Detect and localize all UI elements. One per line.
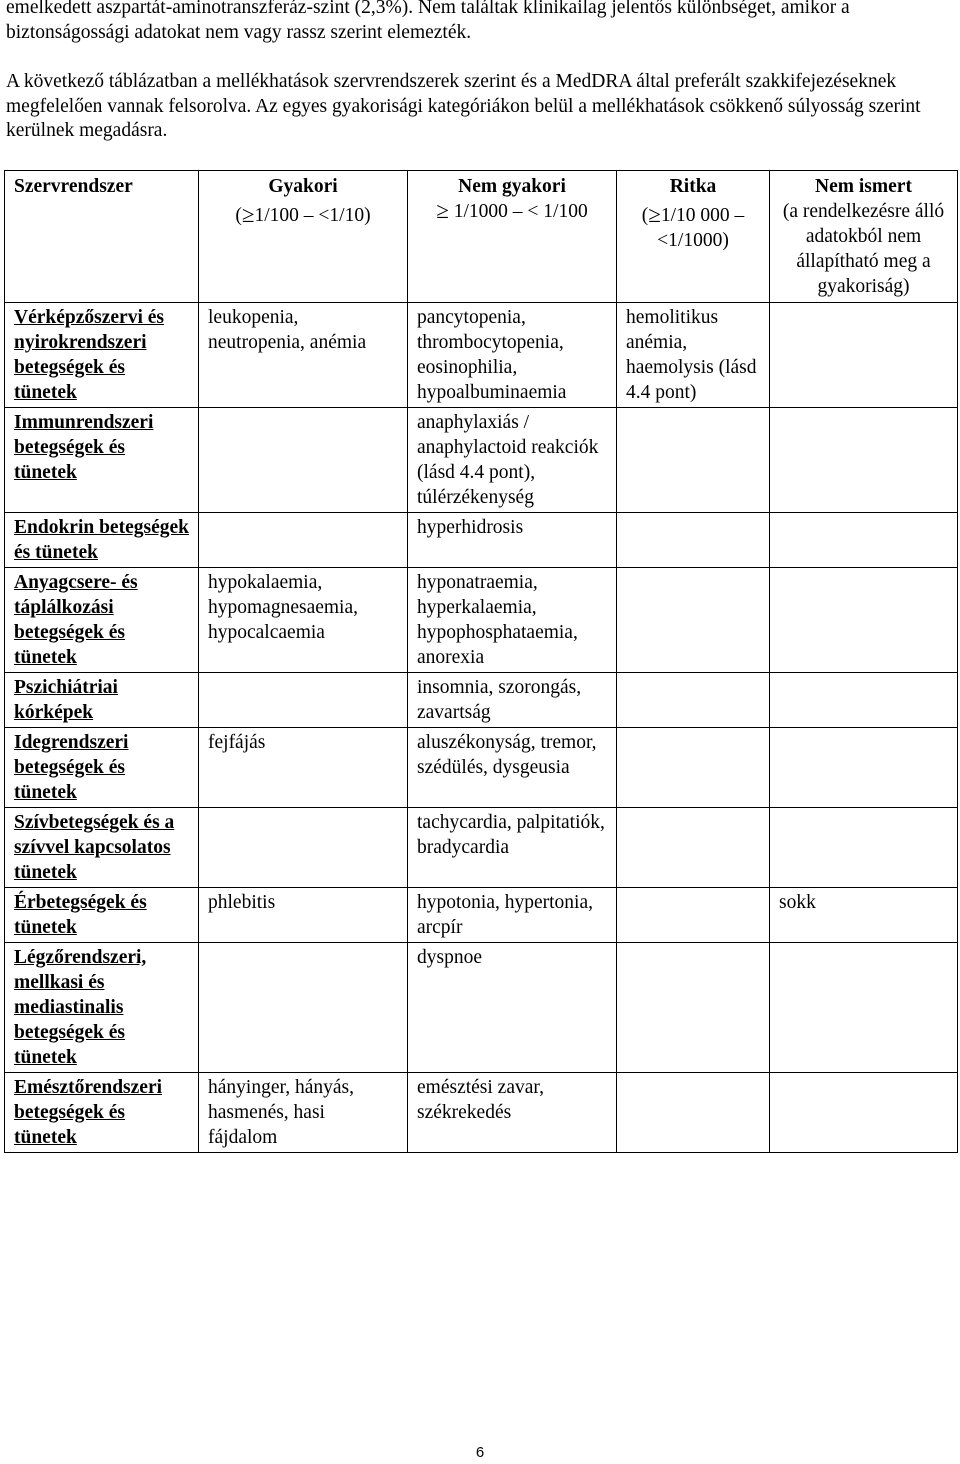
table-row [5, 568, 958, 673]
uncommon-cell: hyponatraemia, hyperkalaemia, hypophosphataemia, anorexia [408, 568, 617, 673]
table-row [5, 673, 958, 728]
rare-cell [617, 408, 770, 513]
common-cell [199, 408, 408, 513]
rare-cell [617, 808, 770, 888]
gte-symbol: ≥ [241, 202, 255, 227]
uncommon-cell: tachycardia, palpitatiók, bradycardia [408, 808, 617, 888]
uncommon-cell: insomnia, szorongás, zavartság [408, 673, 617, 728]
unknown-cell [770, 943, 958, 1073]
header-uncommon-range: ≥ 1/1000 – < 1/100 [436, 198, 588, 223]
uncommon-cell: dyspnoe [408, 943, 617, 1073]
unknown-cell: sokk [770, 888, 958, 943]
uncommon-cell: hyperhidrosis [408, 513, 617, 568]
system-cell: Vérképzőszervi és nyirokrendszeri betegségek és tünetek [5, 303, 199, 408]
unknown-cell [770, 513, 958, 568]
table-row [5, 808, 958, 888]
header-uncommon [408, 171, 617, 303]
common-cell: hypokalaemia, hypomagnesaemia, hypocalcaemia [199, 568, 408, 673]
rare-cell [617, 888, 770, 943]
table-row [5, 888, 958, 943]
common-cell: leukopenia, neutropenia, anémia [199, 303, 408, 408]
header-common [199, 171, 408, 303]
unknown-cell [770, 568, 958, 673]
uncommon-cell: emésztési zavar, székrekedés [408, 1073, 617, 1153]
common-cell [199, 808, 408, 888]
common-cell: hányinger, hányás, hasmenés, hasi fájdalom [199, 1073, 408, 1153]
system-cell: Pszichiátriai kórképek [5, 673, 199, 728]
common-cell: phlebitis [199, 888, 408, 943]
header-uncommon-title: Nem gyakori [458, 176, 566, 197]
page-number: 6 [475, 1444, 485, 1461]
common-cell: fejfájás [199, 728, 408, 808]
intro-paragraph-1: emelkedett aszpartát-aminotranszferáz-szint (2,3%). Nem találtak klinikailag jelentős különbséget, amikor a biztonságossági adatokat nem vagy rassz szerint elemezték. [6, 0, 850, 43]
unknown-cell [770, 303, 958, 408]
gte-symbol: ≥ [648, 202, 661, 227]
header-unknown-title: Nem ismert [815, 176, 912, 197]
rare-cell [617, 673, 770, 728]
intro-paragraph-2: A következő táblázatban a mellékhatások szervrendszerek szerint és a MedDRA által preferált szakkifejezéseknek megfelelően vannak felsorolva. Az egyes gyakorisági kategóriákon belül a mellékhatások csökkenő súlyosság szerint kerülnek megadásra. [6, 71, 921, 141]
unknown-cell [770, 408, 958, 513]
header-system: Szervrendszer [5, 171, 199, 303]
unknown-cell [770, 673, 958, 728]
uncommon-cell: pancytopenia, thrombocytopenia, eosinophilia, hypoalbuminaemia [408, 303, 617, 408]
header-rare-range: (≥1/10 000 – <1/1000) [641, 202, 745, 251]
table-row [5, 303, 958, 408]
rare-cell [617, 568, 770, 673]
system-cell: Immunrendszeri betegségek és tünetek [5, 408, 199, 513]
table-row [5, 943, 958, 1073]
common-cell [199, 673, 408, 728]
system-cell: Emésztőrendszeri betegségek és tünetek [5, 1073, 199, 1153]
header-unknown [770, 171, 958, 303]
rare-cell [617, 513, 770, 568]
uncommon-cell: hypotonia, hypertonia, arcpír [408, 888, 617, 943]
common-cell [199, 513, 408, 568]
system-cell: Endokrin betegségek és tünetek [5, 513, 199, 568]
rare-cell [617, 943, 770, 1073]
adverse-reactions-table [4, 170, 958, 1153]
table-row [5, 1073, 958, 1153]
system-cell: Anyagcsere- és táplálkozási betegségek és tünetek [5, 568, 199, 673]
rare-cell [617, 1073, 770, 1153]
unknown-cell [770, 1073, 958, 1153]
uncommon-cell: aluszékonyság, tremor, szédülés, dysgeusia [408, 728, 617, 808]
header-common-title: Gyakori [268, 176, 338, 197]
header-rare-title: Ritka [669, 176, 717, 197]
table-row [5, 728, 958, 808]
header-common-range: (≥1/100 – <1/10) [235, 202, 371, 227]
unknown-cell [770, 808, 958, 888]
table-row [5, 513, 958, 568]
gte-symbol: ≥ [436, 198, 449, 223]
table-header-row [5, 171, 958, 303]
header-unknown-sub: (a rendelkezésre álló adatokból nem állapítható meg a gyakoriság) [782, 201, 945, 297]
rare-cell [617, 728, 770, 808]
rare-cell: hemolitikus anémia, haemolysis (lásd 4.4 pont) [617, 303, 770, 408]
table-row [5, 408, 958, 513]
common-cell [199, 943, 408, 1073]
unknown-cell [770, 728, 958, 808]
system-cell: Érbetegségek és tünetek [5, 888, 199, 943]
system-cell: Idegrendszeri betegségek és tünetek [5, 728, 199, 808]
system-cell: Szívbetegségek és a szívvel kapcsolatos tünetek [5, 808, 199, 888]
uncommon-cell: anaphylaxiás / anaphylactoid reakciók (lásd 4.4 pont), túlérzékenység [408, 408, 617, 513]
system-cell: Légzőrendszeri, mellkasi és mediastinalis betegségek és tünetek [5, 943, 199, 1073]
header-rare [617, 171, 770, 303]
